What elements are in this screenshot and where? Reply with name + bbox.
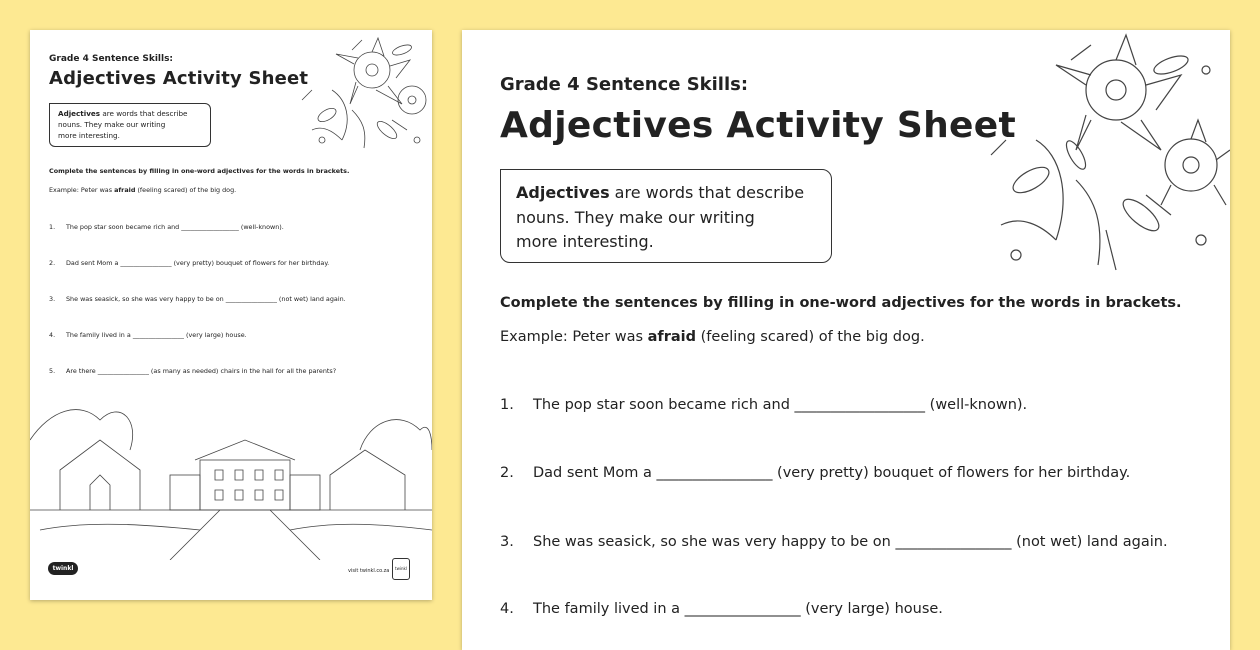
- question-row: 1. The pop star soon became rich and __________________ (well-known).: [49, 223, 284, 231]
- worksheet-zoomed: [462, 30, 1230, 650]
- instruction-text: Complete the sentences by filling in one-word adjectives for the words in brackets.: [49, 167, 350, 175]
- example-sentence: Example: Peter was afraid (feeling scared) of the big dog.: [49, 186, 237, 194]
- question-row: 4. The family lived in a ________________ (very large) house.: [49, 331, 247, 339]
- question-row: 5. Are there ________________ (as many as needed) chairs in the hall for all the parents?: [49, 367, 337, 375]
- definition-term: Adjectives: [516, 183, 610, 202]
- answer-blank[interactable]: ________________: [97, 367, 149, 375]
- worksheet-title: Adjectives Activity Sheet: [500, 105, 1016, 146]
- question-row: 1. The pop star soon became rich and __________________ (well-known).: [500, 397, 1028, 413]
- answer-blank[interactable]: ________________: [656, 465, 773, 481]
- example-sentence: Example: Peter was afraid (feeling scared) of the big dog.: [500, 329, 925, 345]
- question-row: 2. Dad sent Mom a ________________ (very pretty) bouquet of flowers for her birthday.: [49, 259, 330, 267]
- worksheet-subtitle: Grade 4 Sentence Skills:: [49, 54, 174, 64]
- worksheet-title: Adjectives Activity Sheet: [49, 68, 309, 89]
- website-text: visit twinkl.co.za: [348, 568, 390, 574]
- answer-blank[interactable]: __________________: [181, 223, 239, 231]
- flower-illustration-icon: [292, 30, 432, 160]
- worksheet-thumbnail: [30, 30, 432, 600]
- answer-blank[interactable]: ________________: [132, 331, 184, 339]
- answer-blank[interactable]: __________________: [794, 397, 926, 413]
- answer-blank[interactable]: ________________: [120, 259, 172, 267]
- house-landscape-illustration-icon: [30, 380, 432, 560]
- flower-illustration-icon: [976, 30, 1230, 280]
- definition-term: Adjectives: [58, 109, 101, 118]
- answer-blank[interactable]: ________________: [225, 295, 277, 303]
- definition-box: Adjectives are words that describe nouns. They make our writing more interesting.: [49, 103, 211, 147]
- question-row: 3. She was seasick, so she was very happy to be on ________________ (not wet) land again.: [49, 295, 346, 303]
- question-row: 2. Dad sent Mom a ________________ (very pretty) bouquet of flowers for her birthday.: [500, 465, 1131, 481]
- question-row: 3. She was seasick, so she was very happy to be on ________________ (not wet) land again.: [500, 534, 1168, 550]
- answer-blank[interactable]: ________________: [895, 534, 1012, 550]
- answer-blank[interactable]: ________________: [684, 601, 801, 617]
- twinkl-logo-icon: twinkl: [48, 562, 78, 575]
- question-row: 4. The family lived in a ________________ (very large) house.: [500, 601, 943, 617]
- worksheet-subtitle: Grade 4 Sentence Skills:: [500, 74, 749, 95]
- instruction-text: Complete the sentences by filling in one-word adjectives for the words in brackets.: [500, 295, 1182, 311]
- quality-badge-icon: twinkl: [392, 558, 410, 580]
- definition-box: Adjectives are words that describe nouns. They make our writing more interesting.: [500, 169, 832, 263]
